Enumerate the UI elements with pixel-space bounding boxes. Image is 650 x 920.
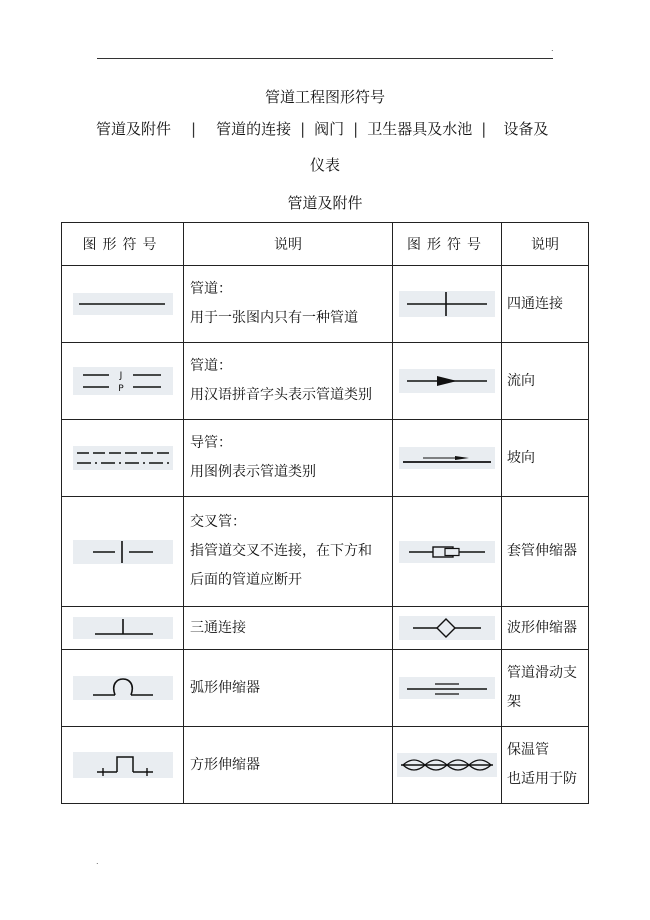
row-7-right-desc-2: 也适用于防 [507, 771, 577, 787]
row-1-desc-detail: 用于一张图内只有一种管道 [190, 310, 358, 326]
row-3-right-desc: 坡向 [507, 449, 535, 466]
table-row [62, 497, 589, 607]
header-symbol-left: 图形符号 [62, 223, 184, 266]
sleeve-expansion-icon [399, 541, 495, 563]
square-expansion-icon [73, 752, 173, 778]
sliding-support-icon [399, 677, 495, 699]
row-6-right-desc: 管道滑动支 [507, 665, 577, 681]
nav-separator: | [300, 120, 306, 138]
arc-expansion-icon [73, 676, 173, 700]
header-symbol-right: 图形符号 [393, 223, 502, 266]
crossing-pipe-icon [73, 540, 173, 564]
row-6-desc: 弧形伸缩器 [190, 679, 260, 696]
cross-connection-icon [399, 291, 495, 317]
row-3-desc-detail: 用图例表示管道类别 [190, 464, 316, 480]
row-2-right-desc: 流向 [507, 372, 535, 389]
row-7-desc: 方形伸缩器 [190, 756, 260, 773]
header-desc-right: 说明 [502, 223, 589, 266]
row-2-desc-detail: 用汉语拼音字头表示管道类别 [190, 387, 372, 403]
nav-link-equipment[interactable]: 设备及 [503, 120, 549, 138]
row-4-right-desc: 套管伸缩器 [507, 543, 577, 559]
pipe-label-j: J [119, 371, 122, 381]
table-row [62, 420, 589, 497]
table-row [62, 650, 589, 727]
tee-connection-icon [73, 617, 173, 639]
header-dot: . [551, 44, 554, 53]
table-row [62, 727, 589, 804]
nav-separator: | [191, 120, 197, 138]
doc-title: 管道工程图形符号 [264, 88, 385, 106]
nav-link-connections[interactable]: 管道的连接 [216, 120, 292, 138]
row-4-desc-detail: 指管道交叉不连接，在下方和 [190, 543, 372, 559]
symbol-table [61, 222, 589, 804]
row-7-right-desc: 保温管 [507, 742, 549, 758]
row-2-desc-title: 管道： [190, 358, 232, 374]
row-3-desc-title: 导管： [190, 435, 232, 451]
row-4-desc-detail-2: 后面的管道应断开 [190, 572, 302, 588]
table-row [62, 343, 589, 420]
nav-links [96, 119, 566, 139]
table-header-row [62, 223, 589, 266]
table-row [62, 266, 589, 343]
nav-separator: | [353, 120, 359, 138]
nav-link-pipes[interactable]: 管道及附件 [96, 120, 172, 138]
row-6-right-desc-2: 架 [507, 694, 521, 710]
header-desc-left: 说明 [184, 223, 393, 266]
row-5-desc: 三通连接 [190, 619, 246, 636]
row-1-desc-title: 管道： [190, 281, 232, 297]
nav-separator: | [481, 120, 487, 138]
pipe-line-icon [73, 293, 173, 315]
footer-dot: . [96, 857, 99, 866]
insulated-pipe-icon [397, 753, 497, 777]
corrugated-expansion-icon [399, 616, 495, 640]
nav-link-instruments[interactable]: 仪表 [309, 156, 340, 174]
row-4-desc-title: 交叉管： [190, 514, 246, 530]
nav-link-valves[interactable]: 阀门 [314, 120, 345, 138]
section-title: 管道及附件 [287, 194, 363, 212]
header-rule [97, 58, 553, 59]
pipe-label-p: P [117, 384, 124, 394]
row-5-right-desc: 波形伸缩器 [507, 619, 577, 636]
slope-icon [399, 447, 495, 469]
pipe-jp-label-icon [73, 367, 173, 395]
table-row [62, 607, 589, 650]
row-1-right-desc: 四通连接 [507, 295, 563, 312]
flow-arrow-icon [399, 369, 495, 393]
guide-pipe-icon [73, 446, 173, 470]
nav-link-sanitary[interactable]: 卫生器具及水池 [367, 120, 473, 138]
